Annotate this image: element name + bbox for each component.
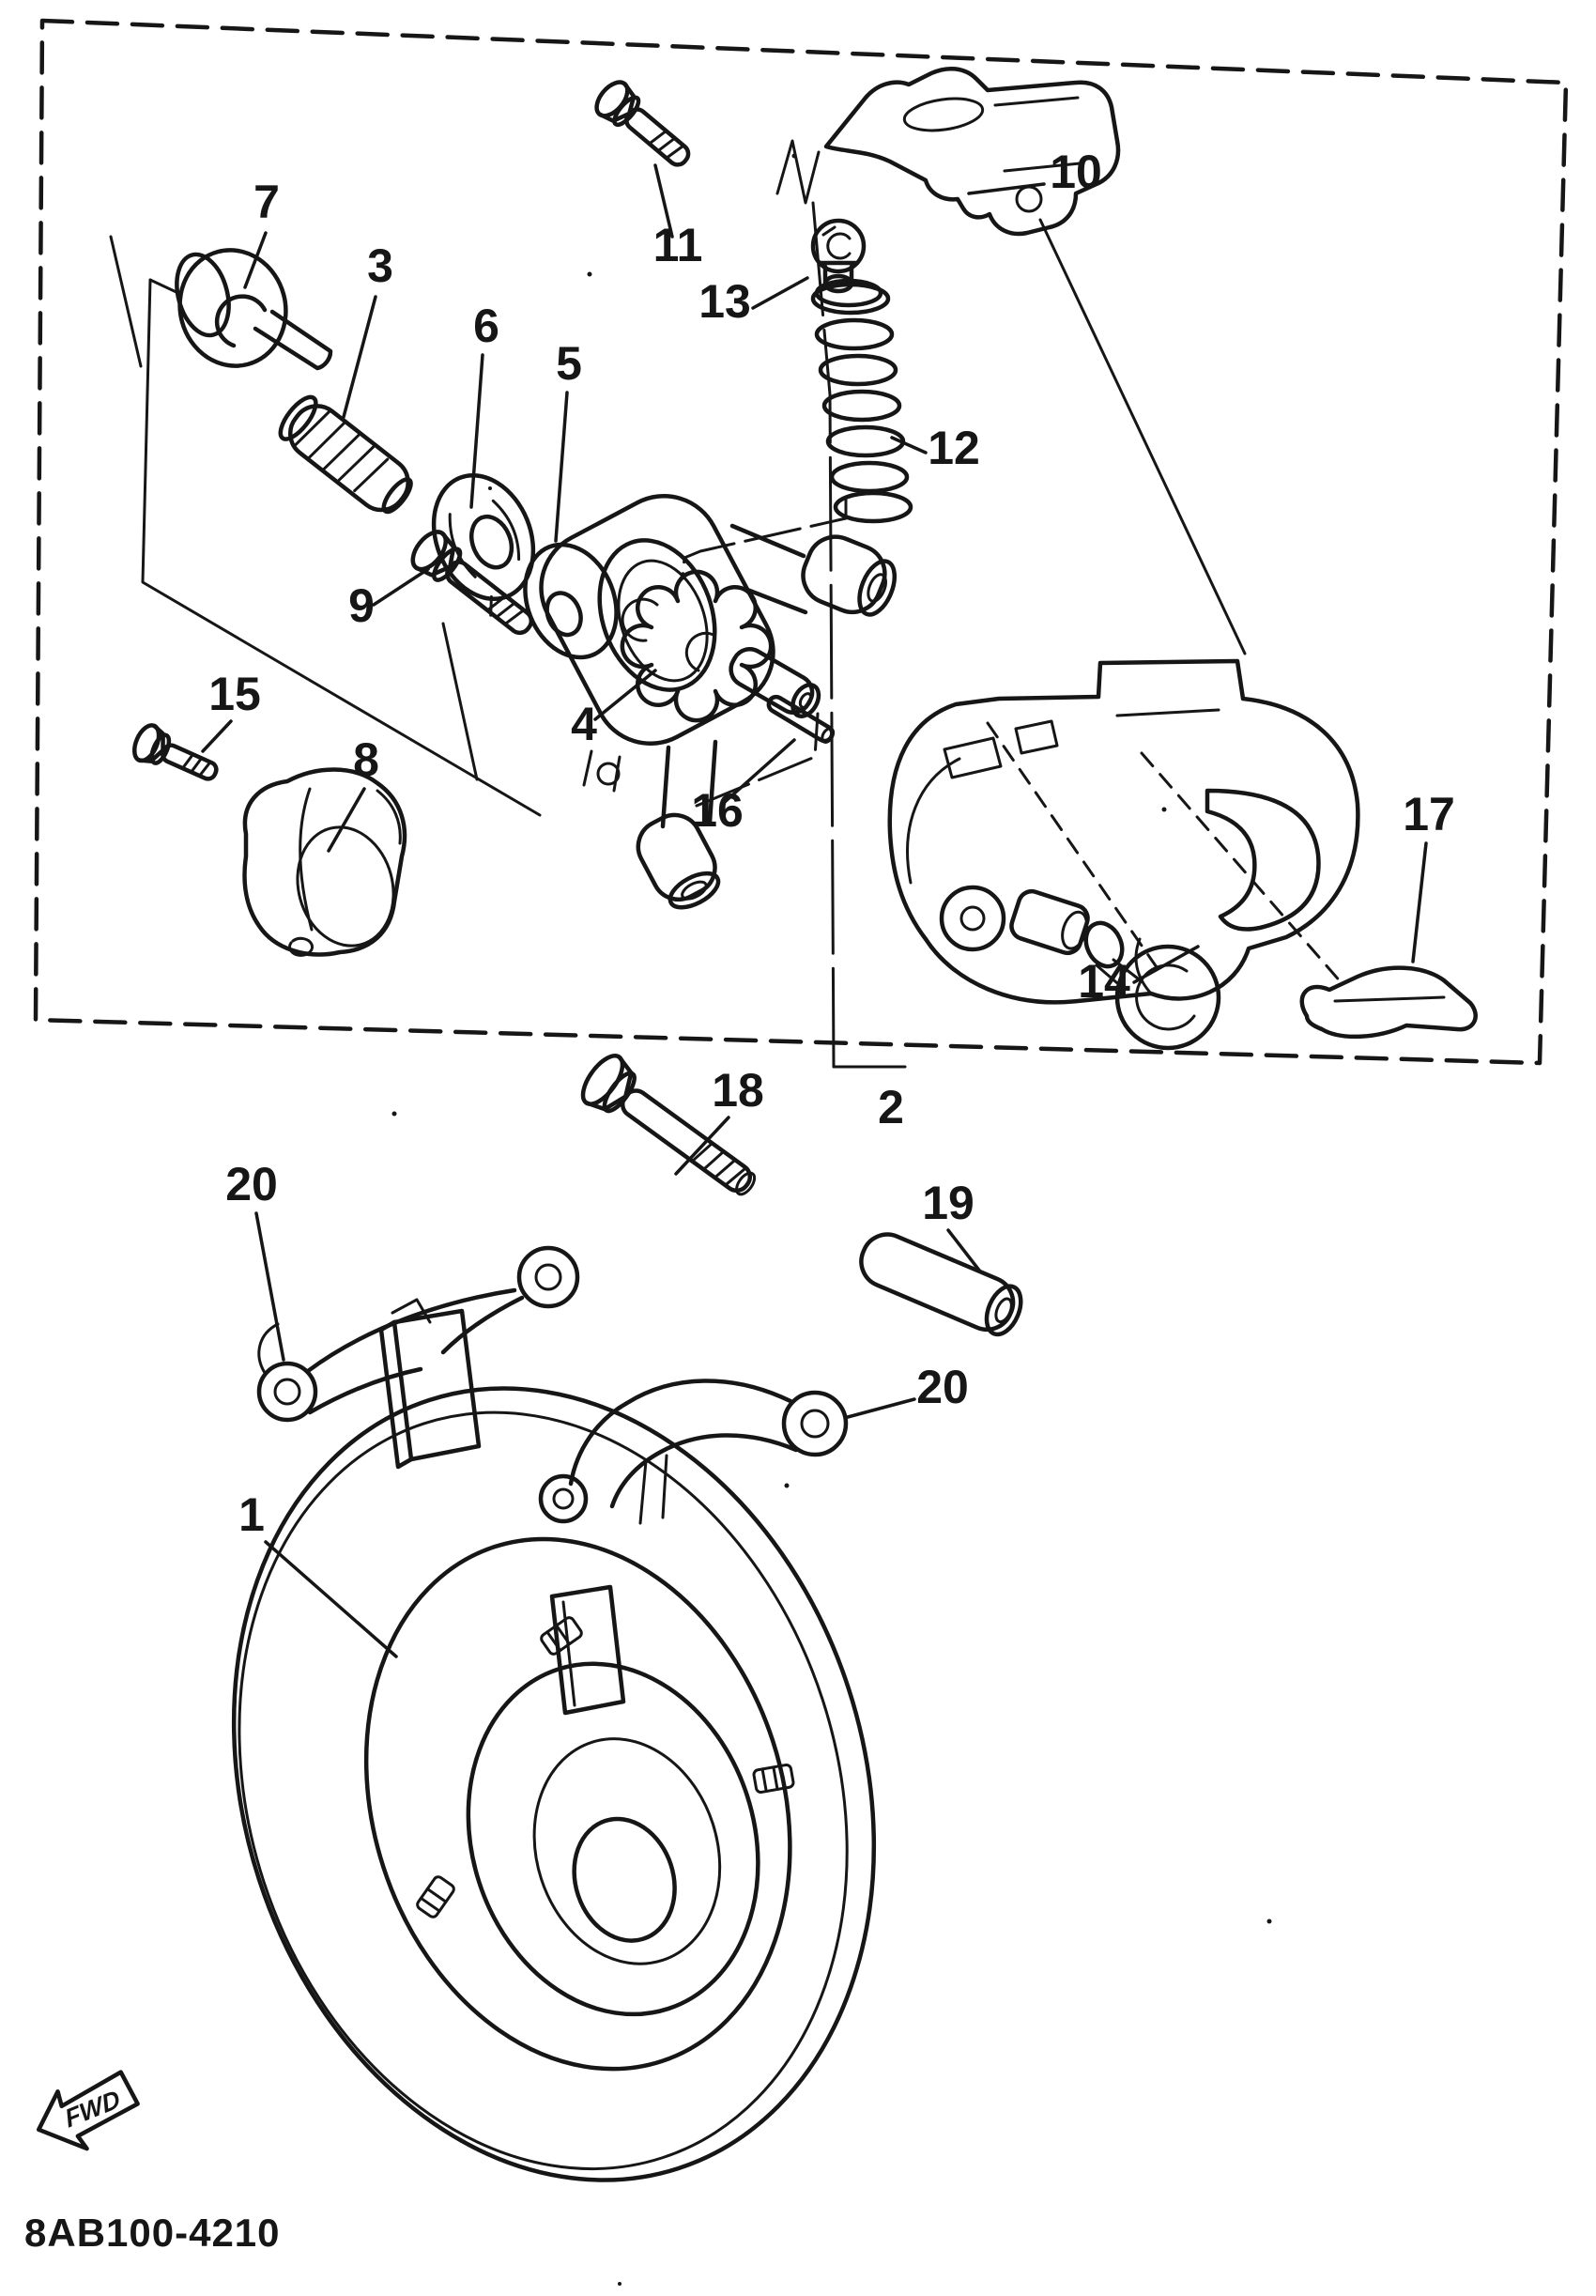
caliper-bracket-plate: [521, 476, 903, 917]
callout-14: 14: [1078, 955, 1130, 1008]
part-1-brake-disc: [134, 1304, 973, 2264]
part-17-lever-spring: [1302, 968, 1476, 1037]
part-15-screw: [130, 721, 223, 791]
callout-20-right: 20: [916, 1361, 969, 1413]
callout-3: 3: [367, 239, 393, 292]
fwd-direction-marker: [28, 2066, 146, 2164]
part-4-adjuster-gear: [622, 572, 825, 722]
diagram-code: 8AB100-4210: [24, 2211, 281, 2255]
part-6-seal-washer: [416, 460, 555, 624]
callout-1: 1: [238, 1488, 265, 1541]
callout-11: 11: [652, 219, 703, 271]
callout-2: 2: [878, 1081, 904, 1133]
part-8-piston-boot: [245, 770, 407, 957]
fwd-label: FWD: [61, 2083, 124, 2134]
part-12-spring: [813, 281, 911, 521]
part-7-adjuster-knob: [167, 239, 330, 378]
callout-4: 4: [571, 698, 597, 750]
callout-18: 18: [712, 1064, 764, 1117]
callout-leader-lines: [203, 165, 1426, 1657]
callout-20-left: 20: [225, 1158, 278, 1210]
callout-8: 8: [353, 733, 379, 786]
callout-12: 12: [928, 422, 980, 474]
callout-9: 9: [348, 579, 375, 632]
bracket-to-caliper-axis-line: [1040, 220, 1245, 654]
part-11-bolt: [591, 77, 698, 176]
callout-17: 17: [1403, 788, 1455, 840]
callout-19: 19: [922, 1177, 974, 1229]
callout-5: 5: [556, 337, 582, 390]
callout-13: 13: [698, 275, 751, 328]
part-19-collar: [853, 1226, 1028, 1340]
assembly-alignment-lines: [683, 498, 846, 806]
callout-7: 7: [253, 176, 280, 228]
callout-15: 15: [208, 668, 261, 720]
part-20-pad-hanger-left: [259, 1248, 577, 1467]
callout-6: 6: [473, 300, 499, 352]
callout-10: 10: [1050, 146, 1102, 198]
callout-16: 16: [691, 784, 744, 837]
